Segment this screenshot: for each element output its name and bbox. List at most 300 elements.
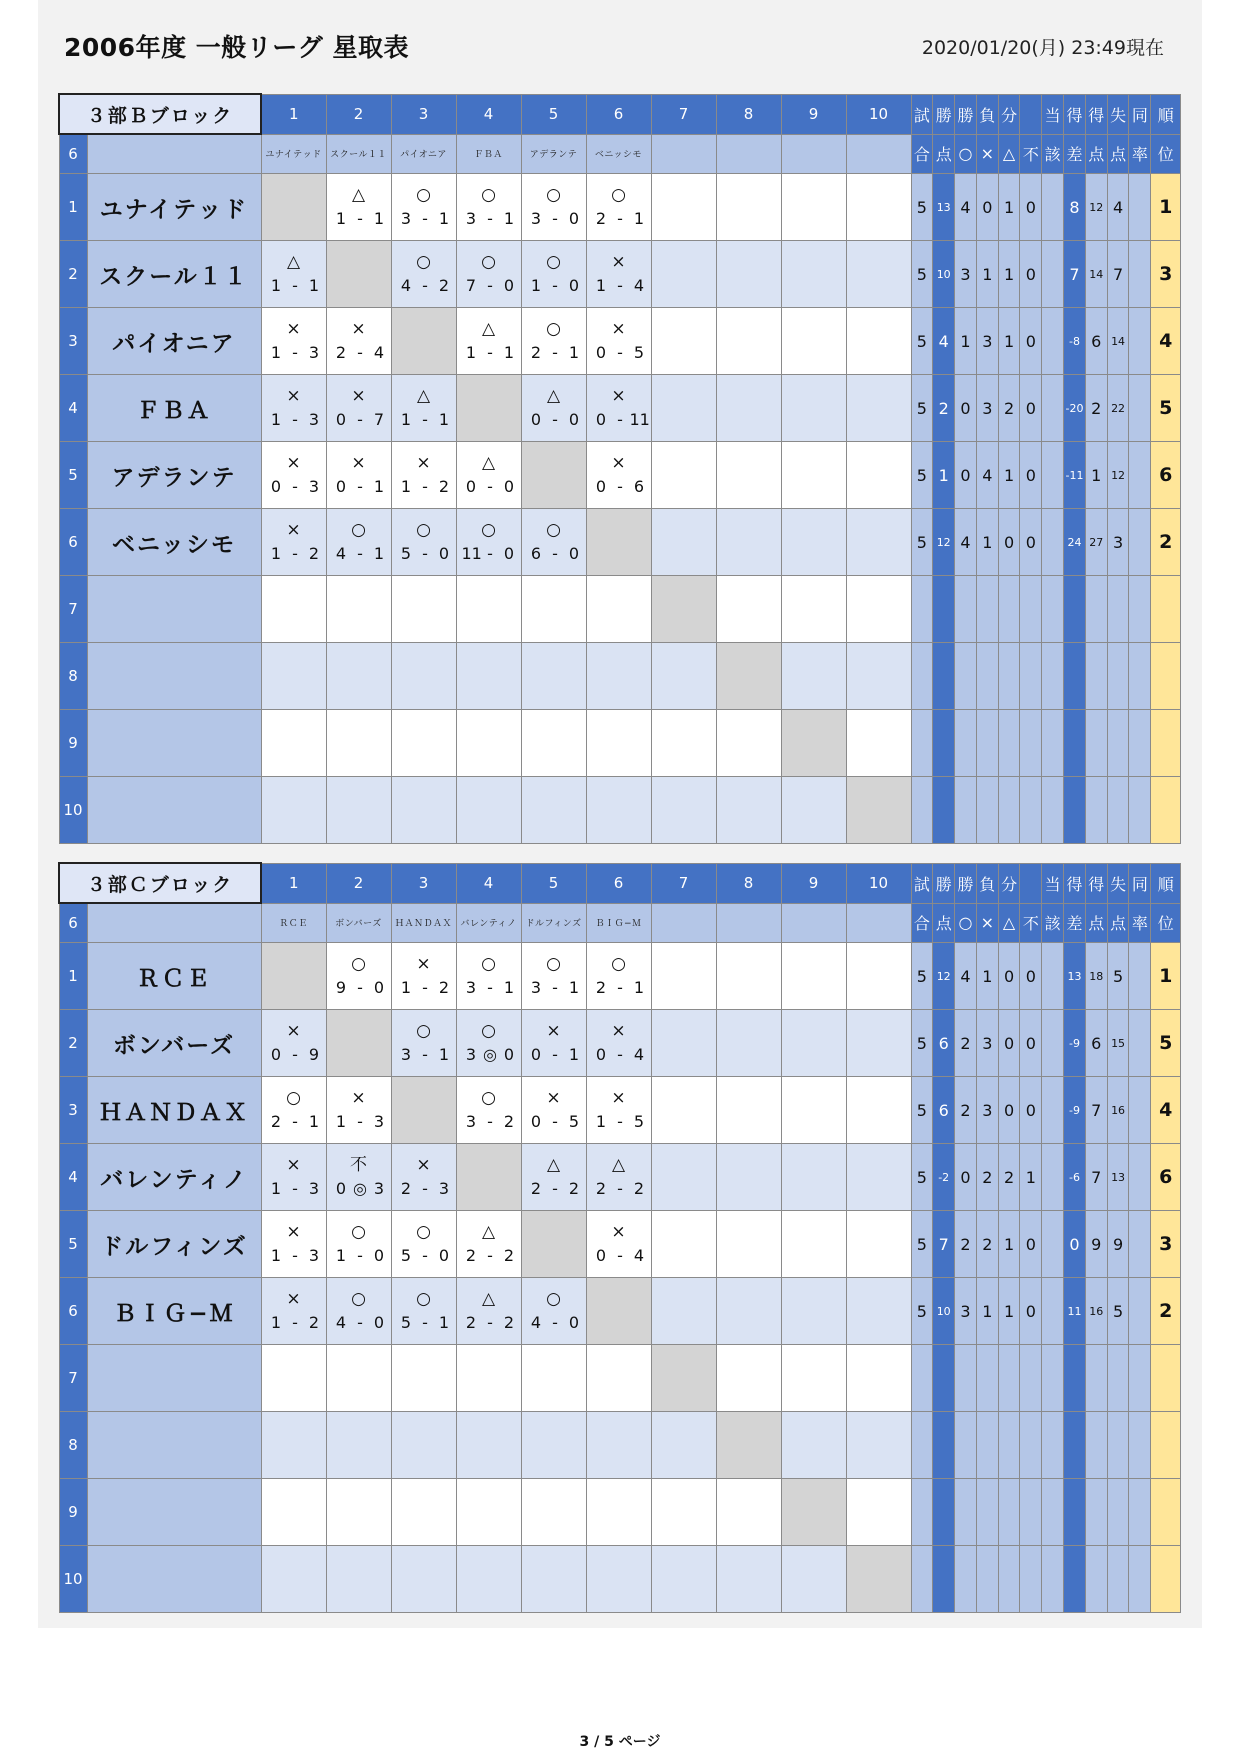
- result-score: [457, 1311, 521, 1335]
- score-part: 4: [373, 343, 385, 362]
- stat-value: 3: [976, 1077, 998, 1144]
- score-part: -: [292, 343, 298, 362]
- result-score: [392, 1244, 456, 1268]
- stat-value: [955, 710, 977, 777]
- header-blank: [87, 903, 261, 943]
- score-part: 11: [461, 544, 482, 563]
- result-score: [587, 1244, 651, 1268]
- team-row: [59, 1412, 1181, 1479]
- stat-value: 13: [1107, 1144, 1129, 1211]
- stat-value: [1020, 1412, 1042, 1479]
- score-part: -: [422, 477, 428, 496]
- score-part: 5: [400, 544, 412, 563]
- score-part: -: [617, 209, 623, 228]
- stat-value: [1020, 643, 1042, 710]
- rank-value: [1151, 1345, 1181, 1412]
- stat-header: 試: [911, 94, 933, 134]
- score-part: -: [552, 343, 558, 362]
- team-row: [59, 576, 1181, 643]
- result-cell: [391, 509, 456, 576]
- stat-value: [1129, 1010, 1151, 1077]
- result-cell: [261, 174, 326, 241]
- rank-value: 6: [1151, 1144, 1181, 1211]
- result-cell: [391, 710, 456, 777]
- result-score: [262, 1043, 326, 1067]
- score-part: -: [487, 343, 493, 362]
- result-cell: [586, 241, 651, 308]
- result-mark: ○: [351, 1289, 366, 1309]
- result-cell: [586, 308, 651, 375]
- stat-value: [1129, 1412, 1151, 1479]
- result-cell: [326, 174, 391, 241]
- stat-subheader: 点: [1085, 134, 1107, 174]
- result-score: [587, 341, 651, 365]
- stat-subheader: 点: [933, 134, 955, 174]
- stat-value: 5: [911, 1144, 933, 1211]
- score-part: 1: [503, 978, 515, 997]
- score-part: 1: [568, 1045, 580, 1064]
- stat-subheader: △: [998, 903, 1020, 943]
- stat-value: [1020, 777, 1042, 844]
- stat-subheader: 不: [1020, 903, 1042, 943]
- result-cell: [716, 777, 781, 844]
- stat-value: -8: [1064, 308, 1086, 375]
- result-cell: [456, 509, 521, 576]
- result-score: [587, 1043, 651, 1067]
- result-score: [327, 542, 391, 566]
- result-cell: [326, 1211, 391, 1278]
- result-cell: [261, 509, 326, 576]
- score-part: 0: [595, 477, 607, 496]
- result-cell: [846, 576, 911, 643]
- result-mark: ×: [286, 1155, 301, 1175]
- result-cell: [521, 1345, 586, 1412]
- result-mark: ×: [546, 1088, 561, 1108]
- team-name: ＦＢＡ: [87, 375, 261, 442]
- score-part: 2: [308, 1313, 320, 1332]
- result-score: [522, 1177, 586, 1201]
- stat-value: [1085, 1412, 1107, 1479]
- score-part: 11: [629, 410, 650, 429]
- result-cell: [261, 1144, 326, 1211]
- result-score: [457, 341, 521, 365]
- stat-value: 0: [1064, 1211, 1086, 1278]
- column-number: 7: [651, 863, 716, 903]
- opponent-name: ＲＣＥ: [261, 903, 326, 943]
- stat-value: [1107, 1412, 1129, 1479]
- score-part: 0: [530, 1112, 542, 1131]
- stat-value: [976, 710, 998, 777]
- stat-value: 7: [1107, 241, 1129, 308]
- result-cell: [456, 308, 521, 375]
- result-mark: ○: [481, 520, 496, 540]
- result-cell: [391, 308, 456, 375]
- result-cell: [391, 1077, 456, 1144]
- result-mark: ○: [351, 954, 366, 974]
- result-cell: [586, 1010, 651, 1077]
- result-cell: [586, 1211, 651, 1278]
- score-part: 1: [270, 410, 282, 429]
- stat-value: [955, 1412, 977, 1479]
- result-mark: △: [286, 252, 301, 272]
- result-cell: [781, 241, 846, 308]
- score-part: 1: [270, 1246, 282, 1265]
- score-part: 3: [308, 1179, 320, 1198]
- standings-table-block-c: [58, 862, 1181, 1613]
- stat-value: [911, 1345, 933, 1412]
- score-part: -: [422, 1179, 428, 1198]
- block-title: ３部Ｃブロック: [59, 863, 261, 903]
- result-cell: [586, 943, 651, 1010]
- team-name: [87, 1412, 261, 1479]
- result-cell: [716, 643, 781, 710]
- score-part: 0: [438, 1246, 450, 1265]
- stat-value: 8: [1064, 174, 1086, 241]
- result-cell: [326, 241, 391, 308]
- result-mark: ○: [286, 1088, 301, 1108]
- result-cell: [261, 777, 326, 844]
- stat-value: [1129, 174, 1151, 241]
- stat-value: [1107, 1479, 1129, 1546]
- result-score: [392, 274, 456, 298]
- stat-value: 5: [911, 1211, 933, 1278]
- stat-value: [976, 777, 998, 844]
- header-blank: [87, 134, 261, 174]
- score-part: 7: [373, 410, 385, 429]
- result-cell: [456, 1278, 521, 1345]
- score-part: -: [617, 477, 623, 496]
- score-part: -: [422, 544, 428, 563]
- result-cell: [716, 1479, 781, 1546]
- stat-value: [998, 643, 1020, 710]
- result-cell: [261, 241, 326, 308]
- result-score: [457, 542, 521, 566]
- stat-subheader: 差: [1064, 903, 1086, 943]
- score-part: 1: [633, 209, 645, 228]
- rank-value: [1151, 643, 1181, 710]
- team-name: スクール１１: [87, 241, 261, 308]
- stat-value: [998, 1412, 1020, 1479]
- column-number: 3: [391, 94, 456, 134]
- stat-value: [1042, 1211, 1064, 1278]
- stat-value: [911, 1479, 933, 1546]
- result-cell: [326, 1278, 391, 1345]
- result-cell: [456, 777, 521, 844]
- stat-subheader: ×: [976, 134, 998, 174]
- stat-value: [1129, 576, 1151, 643]
- stat-value: 2: [998, 1144, 1020, 1211]
- result-score: [327, 207, 391, 231]
- team-name: [87, 710, 261, 777]
- stat-header: 同: [1129, 94, 1151, 134]
- result-cell: [261, 643, 326, 710]
- rank-header: 順: [1151, 94, 1181, 134]
- stat-value: 1: [955, 308, 977, 375]
- result-cell: [261, 1412, 326, 1479]
- result-cell: [456, 576, 521, 643]
- score-part: 6: [633, 477, 645, 496]
- stat-value: [1020, 1345, 1042, 1412]
- stat-value: 6: [1085, 1010, 1107, 1077]
- score-part: -: [422, 978, 428, 997]
- score-part: -: [487, 1112, 493, 1131]
- stat-value: [1042, 1546, 1064, 1613]
- result-cell: [391, 777, 456, 844]
- score-part: 2: [503, 1246, 515, 1265]
- stat-value: 5: [911, 1278, 933, 1345]
- stat-value: [955, 643, 977, 710]
- column-number: 9: [781, 863, 846, 903]
- column-number: 10: [846, 863, 911, 903]
- stat-value: [1064, 710, 1086, 777]
- opponent-name: スクール１１: [326, 134, 391, 174]
- stat-value: 27: [1085, 509, 1107, 576]
- result-cell: [846, 943, 911, 1010]
- stat-value: [1042, 576, 1064, 643]
- result-cell: [781, 1479, 846, 1546]
- result-mark: ○: [481, 954, 496, 974]
- rank-value: 4: [1151, 308, 1181, 375]
- stat-header: 負: [976, 863, 998, 903]
- stat-value: [1042, 509, 1064, 576]
- result-cell: [586, 1077, 651, 1144]
- stat-value: 7: [1085, 1077, 1107, 1144]
- result-cell: [846, 777, 911, 844]
- result-cell: [846, 174, 911, 241]
- team-name: パイオニア: [87, 308, 261, 375]
- score-part: 3: [373, 1112, 385, 1131]
- result-cell: [781, 1010, 846, 1077]
- result-cell: [456, 442, 521, 509]
- stat-value: 2: [998, 375, 1020, 442]
- result-mark: ×: [611, 1222, 626, 1242]
- result-cell: [651, 308, 716, 375]
- stat-value: [911, 777, 933, 844]
- result-cell: [261, 1010, 326, 1077]
- result-cell: [521, 1479, 586, 1546]
- stat-value: [911, 710, 933, 777]
- stat-value: 0: [1020, 509, 1042, 576]
- result-cell: [781, 375, 846, 442]
- stat-value: 6: [1085, 308, 1107, 375]
- result-cell: [521, 174, 586, 241]
- result-cell: [846, 1144, 911, 1211]
- result-cell: [521, 375, 586, 442]
- stat-value: 14: [1085, 241, 1107, 308]
- score-part: 3: [373, 1179, 385, 1198]
- stat-value: [1064, 1479, 1086, 1546]
- score-part: 5: [633, 1112, 645, 1131]
- result-mark: ×: [611, 1088, 626, 1108]
- stat-value: 1: [998, 241, 1020, 308]
- column-number: 6: [586, 94, 651, 134]
- score-part: 0: [595, 343, 607, 362]
- result-score: [262, 1244, 326, 1268]
- stat-value: 3: [976, 375, 998, 442]
- score-part: 2: [595, 209, 607, 228]
- team-row: [59, 1144, 1181, 1211]
- result-mark: ○: [481, 1021, 496, 1041]
- result-cell: [716, 241, 781, 308]
- score-part: 2: [308, 544, 320, 563]
- result-cell: [651, 1211, 716, 1278]
- result-score: [327, 1311, 391, 1335]
- rank-header: 順: [1151, 863, 1181, 903]
- stat-header: 分: [998, 863, 1020, 903]
- result-score: [392, 408, 456, 432]
- result-cell: [326, 375, 391, 442]
- row-number: 1: [59, 174, 87, 241]
- score-part: -: [552, 276, 558, 295]
- result-score: [522, 408, 586, 432]
- score-part: 0: [568, 410, 580, 429]
- score-part: 2: [530, 343, 542, 362]
- result-mark: ○: [611, 954, 626, 974]
- result-mark: ○: [416, 1021, 431, 1041]
- stat-value: 10: [933, 241, 955, 308]
- result-cell: [456, 1010, 521, 1077]
- score-part: 1: [465, 343, 477, 362]
- stat-value: 0: [998, 1010, 1020, 1077]
- opponent-name: ドルフィンズ: [521, 903, 586, 943]
- stat-value: 6: [933, 1010, 955, 1077]
- stat-value: [1129, 1546, 1151, 1613]
- score-part: 3: [308, 477, 320, 496]
- result-cell: [391, 1278, 456, 1345]
- score-part: -: [487, 209, 493, 228]
- result-cell: [326, 308, 391, 375]
- score-part: 0: [373, 978, 385, 997]
- stat-value: [1020, 576, 1042, 643]
- result-cell: [846, 1211, 911, 1278]
- result-score: [327, 1177, 391, 1201]
- result-cell: [261, 1345, 326, 1412]
- result-mark: ○: [546, 185, 561, 205]
- result-cell: [521, 1546, 586, 1613]
- score-part: -: [552, 978, 558, 997]
- stat-value: 7: [933, 1211, 955, 1278]
- stat-value: 4: [1107, 174, 1129, 241]
- score-part: -: [422, 276, 428, 295]
- team-name: [87, 643, 261, 710]
- result-mark: △: [481, 1289, 496, 1309]
- result-mark: △: [481, 453, 496, 473]
- result-mark: ×: [286, 319, 301, 339]
- row-number: 5: [59, 1211, 87, 1278]
- score-part: -: [422, 1246, 428, 1265]
- result-cell: [521, 1211, 586, 1278]
- stat-subheader: ○: [955, 134, 977, 174]
- result-mark: △: [481, 319, 496, 339]
- stat-value: [998, 1546, 1020, 1613]
- stat-value: 1: [998, 1278, 1020, 1345]
- team-row: [59, 777, 1181, 844]
- stat-value: 22: [1107, 375, 1129, 442]
- result-score: [522, 1110, 586, 1134]
- result-cell: [846, 1077, 911, 1144]
- stat-value: [911, 1546, 933, 1613]
- score-part: -: [357, 1313, 363, 1332]
- result-score: [457, 1244, 521, 1268]
- stat-value: 1: [1020, 1144, 1042, 1211]
- result-cell: [456, 1479, 521, 1546]
- score-part: 5: [633, 343, 645, 362]
- result-score: [392, 207, 456, 231]
- stat-value: 2: [1085, 375, 1107, 442]
- score-part: 0: [335, 410, 347, 429]
- result-mark: ○: [351, 1222, 366, 1242]
- score-part: -: [617, 343, 623, 362]
- score-part: 1: [308, 1112, 320, 1131]
- stat-value: [933, 777, 955, 844]
- result-cell: [521, 643, 586, 710]
- result-score: [327, 341, 391, 365]
- score-part: 2: [465, 1246, 477, 1265]
- result-cell: [521, 1010, 586, 1077]
- rank-value: [1151, 1479, 1181, 1546]
- rank-value: [1151, 777, 1181, 844]
- stat-value: 24: [1064, 509, 1086, 576]
- stat-value: [955, 777, 977, 844]
- stat-header: 勝: [933, 863, 955, 903]
- opponent-name: [781, 903, 846, 943]
- row-number: 8: [59, 1412, 87, 1479]
- result-cell: [781, 943, 846, 1010]
- stat-value: 0: [1020, 1077, 1042, 1144]
- stat-value: 5: [911, 1010, 933, 1077]
- result-cell: [456, 1077, 521, 1144]
- stat-value: 7: [1064, 241, 1086, 308]
- score-part: 1: [568, 978, 580, 997]
- result-cell: [326, 1479, 391, 1546]
- stat-value: [1020, 710, 1042, 777]
- team-name: バレンティノ: [87, 1144, 261, 1211]
- score-part: 9: [308, 1045, 320, 1064]
- result-cell: [326, 777, 391, 844]
- result-score: [262, 1311, 326, 1335]
- stat-value: 0: [998, 1077, 1020, 1144]
- stat-value: [998, 1479, 1020, 1546]
- stat-subheader: ○: [955, 903, 977, 943]
- stat-value: [1085, 643, 1107, 710]
- stat-value: [1064, 1412, 1086, 1479]
- score-part: -: [487, 1246, 493, 1265]
- score-part: 0: [595, 410, 607, 429]
- stat-value: [1129, 308, 1151, 375]
- result-cell: [391, 241, 456, 308]
- result-cell: [521, 509, 586, 576]
- score-part: 0: [568, 1313, 580, 1332]
- stat-subheader: 点: [1107, 903, 1129, 943]
- score-part: 3: [308, 1246, 320, 1265]
- rank-value: 6: [1151, 442, 1181, 509]
- stat-value: 5: [911, 241, 933, 308]
- result-score: [587, 1110, 651, 1134]
- score-part: 0: [503, 477, 515, 496]
- team-name: ベニッシモ: [87, 509, 261, 576]
- result-score: [392, 475, 456, 499]
- stat-value: -11: [1064, 442, 1086, 509]
- result-score: [327, 475, 391, 499]
- result-mark: ○: [611, 185, 626, 205]
- team-row: [59, 308, 1181, 375]
- result-mark: ×: [286, 520, 301, 540]
- stat-value: [955, 1345, 977, 1412]
- result-cell: [521, 1278, 586, 1345]
- result-cell: [261, 710, 326, 777]
- score-part: 1: [270, 1179, 282, 1198]
- stat-header: 同: [1129, 863, 1151, 903]
